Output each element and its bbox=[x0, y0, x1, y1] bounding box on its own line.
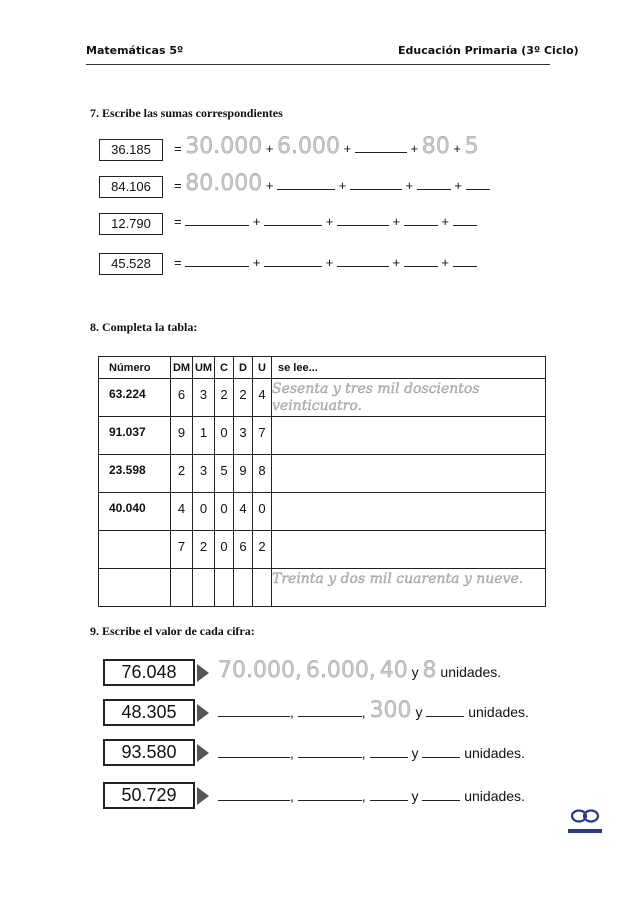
infinity-logo-icon bbox=[568, 808, 602, 833]
arrow-right-icon bbox=[197, 744, 209, 762]
answer-blank[interactable] bbox=[298, 790, 362, 801]
q9-number-box: 48.305 bbox=[103, 699, 195, 726]
answer-blank[interactable] bbox=[350, 179, 402, 190]
answer-blank[interactable] bbox=[264, 215, 322, 226]
header-divider bbox=[86, 64, 550, 65]
dotted-term: 80 bbox=[421, 134, 450, 159]
q9-value-line bbox=[218, 788, 525, 804]
cell-reading[interactable]: Sesenta y tres mil doscientos veinticuatro. bbox=[272, 379, 546, 417]
cell-number: 91.037 bbox=[99, 417, 171, 455]
q9-value-line bbox=[218, 698, 529, 723]
plus-sign: + bbox=[441, 214, 449, 229]
answer-blank[interactable] bbox=[185, 215, 249, 226]
answer-blank[interactable] bbox=[277, 179, 335, 190]
cell-digit: 3 bbox=[193, 379, 215, 417]
answer-blank[interactable] bbox=[218, 747, 290, 758]
table-row bbox=[99, 493, 546, 531]
answer-blank[interactable] bbox=[404, 256, 438, 267]
comma: , bbox=[361, 704, 366, 720]
cell-digit[interactable] bbox=[234, 569, 253, 607]
header-d: D bbox=[234, 357, 253, 379]
cell-reading[interactable] bbox=[272, 531, 546, 569]
answer-blank[interactable] bbox=[466, 179, 490, 190]
word-y: y bbox=[411, 664, 419, 680]
plus-sign: + bbox=[392, 214, 401, 229]
cell-digit: 7 bbox=[253, 417, 272, 455]
q9-number-box: 93.580 bbox=[103, 739, 195, 766]
header-level: Educación Primaria (3º Ciclo) bbox=[398, 44, 579, 57]
plus-sign: + bbox=[405, 178, 414, 193]
answer-blank[interactable] bbox=[370, 790, 408, 801]
infinity-logo-glyph bbox=[568, 808, 602, 824]
header-se-lee: se lee... bbox=[272, 357, 546, 379]
answer-blank[interactable] bbox=[218, 790, 290, 801]
cell-digit: 3 bbox=[193, 455, 215, 493]
header-numero: Número bbox=[99, 357, 171, 379]
cell-digit: 8 bbox=[253, 455, 272, 493]
answer-blank[interactable] bbox=[185, 256, 249, 267]
answer-blank[interactable] bbox=[370, 747, 408, 758]
word-unidades: unidades. bbox=[468, 704, 529, 720]
cell-digit: 1 bbox=[193, 417, 215, 455]
table-row bbox=[99, 455, 546, 493]
q7-number-box: 36.185 bbox=[99, 139, 163, 161]
dotted-term: 6.000 bbox=[305, 658, 369, 683]
cell-digit: 7 bbox=[171, 531, 193, 569]
cell-digit: 2 bbox=[193, 531, 215, 569]
header-dm: DM bbox=[171, 357, 193, 379]
equals-sign: = bbox=[174, 255, 182, 270]
word-y: y bbox=[411, 745, 419, 761]
plus-sign: + bbox=[338, 178, 347, 193]
answer-blank[interactable] bbox=[404, 215, 438, 226]
plus-sign: + bbox=[454, 178, 462, 193]
q7-number-box: 84.106 bbox=[99, 176, 163, 198]
q9-value-line bbox=[218, 658, 501, 683]
answer-blank[interactable] bbox=[298, 706, 362, 717]
plus-sign: + bbox=[325, 214, 334, 229]
cell-number: 23.598 bbox=[99, 455, 171, 493]
dotted-term: 300 bbox=[369, 698, 412, 723]
plus-sign: + bbox=[325, 255, 334, 270]
comma: , bbox=[294, 658, 302, 683]
cell-digit[interactable] bbox=[171, 569, 193, 607]
cell-digit: 0 bbox=[193, 493, 215, 531]
cell-digit[interactable] bbox=[253, 569, 272, 607]
cell-digit: 6 bbox=[171, 379, 193, 417]
q9-value-line bbox=[218, 745, 525, 761]
comma: , bbox=[290, 745, 294, 761]
cell-digit: 2 bbox=[253, 531, 272, 569]
answer-blank[interactable] bbox=[337, 215, 389, 226]
plus-sign: + bbox=[453, 141, 461, 156]
q7-sum-line bbox=[174, 214, 477, 229]
plus-sign: + bbox=[265, 141, 274, 156]
equals-sign: = bbox=[174, 178, 182, 193]
cell-digit: 3 bbox=[234, 417, 253, 455]
dotted-term: 40 bbox=[379, 658, 408, 683]
header-c: C bbox=[215, 357, 234, 379]
answer-blank[interactable] bbox=[453, 215, 477, 226]
plus-sign: + bbox=[441, 255, 449, 270]
comma: , bbox=[290, 788, 294, 804]
q9-number-box: 76.048 bbox=[103, 659, 195, 686]
cell-reading[interactable] bbox=[272, 455, 546, 493]
table-row bbox=[99, 531, 546, 569]
cell-digit: 4 bbox=[253, 379, 272, 417]
answer-blank[interactable] bbox=[218, 706, 290, 717]
dotted-term: 6.000 bbox=[277, 134, 341, 159]
cell-digit: 6 bbox=[234, 531, 253, 569]
word-unidades: unidades. bbox=[440, 664, 502, 680]
cell-number: 40.040 bbox=[99, 493, 171, 531]
cell-digit: 2 bbox=[171, 455, 193, 493]
word-y: y bbox=[411, 788, 419, 804]
plus-sign: + bbox=[343, 141, 352, 156]
cell-digit: 4 bbox=[171, 493, 193, 531]
table-row bbox=[99, 569, 546, 607]
comma: , bbox=[368, 658, 376, 683]
cell-digit: 0 bbox=[215, 417, 234, 455]
q7-sum-line bbox=[174, 171, 490, 196]
word-unidades: unidades. bbox=[464, 788, 525, 804]
q7-title: 7. Escribe las sumas correspondientes bbox=[90, 106, 283, 120]
cell-digit: 2 bbox=[215, 379, 234, 417]
q9-title: 9. Escribe el valor de cada cifra: bbox=[90, 624, 255, 638]
word-y: y bbox=[415, 704, 423, 720]
q7-number-box: 12.790 bbox=[99, 213, 163, 235]
arrow-right-icon bbox=[197, 787, 209, 805]
cell-reading[interactable] bbox=[272, 493, 546, 531]
dotted-term: 70.000 bbox=[218, 658, 295, 683]
cell-digit: 0 bbox=[215, 493, 234, 531]
cell-digit: 0 bbox=[215, 531, 234, 569]
cell-number: 63.224 bbox=[99, 379, 171, 417]
cell-number[interactable] bbox=[99, 531, 171, 569]
q8-title: 8. Completa la tabla: bbox=[90, 320, 198, 334]
q7-sum-line bbox=[174, 255, 477, 270]
plus-sign: + bbox=[252, 255, 261, 270]
header-subject: Matemáticas 5º bbox=[86, 44, 184, 57]
cell-digit[interactable] bbox=[193, 569, 215, 607]
answer-blank[interactable] bbox=[264, 256, 322, 267]
equals-sign: = bbox=[174, 141, 182, 156]
cell-digit: 9 bbox=[171, 417, 193, 455]
answer-blank[interactable] bbox=[298, 747, 362, 758]
q7-number-box: 45.528 bbox=[99, 253, 163, 275]
comma: , bbox=[361, 745, 366, 761]
cell-digit: 2 bbox=[234, 379, 253, 417]
dotted-term: 5 bbox=[464, 134, 479, 159]
arrow-right-icon bbox=[197, 664, 209, 682]
answer-blank[interactable] bbox=[417, 179, 451, 190]
header-um: UM bbox=[193, 357, 215, 379]
cell-digit: 0 bbox=[253, 493, 272, 531]
table-header-row bbox=[99, 357, 546, 379]
cell-reading[interactable] bbox=[272, 417, 546, 455]
q8-table bbox=[98, 356, 546, 607]
dotted-term: 30.000 bbox=[185, 134, 263, 159]
cell-number[interactable] bbox=[99, 569, 171, 607]
header-u: U bbox=[253, 357, 272, 379]
answer-blank[interactable] bbox=[337, 256, 389, 267]
q9-number-box: 50.729 bbox=[103, 782, 195, 809]
answer-blank[interactable] bbox=[453, 256, 477, 267]
cell-digit[interactable] bbox=[215, 569, 234, 607]
cell-digit: 4 bbox=[234, 493, 253, 531]
plus-sign: + bbox=[392, 255, 401, 270]
logo-bar bbox=[568, 829, 602, 833]
cell-digit: 5 bbox=[215, 455, 234, 493]
answer-blank[interactable] bbox=[355, 142, 407, 153]
comma: , bbox=[290, 704, 294, 720]
cell-digit: 9 bbox=[234, 455, 253, 493]
arrow-right-icon bbox=[197, 704, 209, 722]
plus-sign: + bbox=[410, 141, 419, 156]
word-unidades: unidades. bbox=[464, 745, 525, 761]
plus-sign: + bbox=[265, 178, 274, 193]
cell-reading: Treinta y dos mil cuarenta y nueve. bbox=[272, 569, 546, 607]
plus-sign: + bbox=[252, 214, 261, 229]
dotted-term: 8 bbox=[422, 658, 437, 683]
answer-blank[interactable] bbox=[426, 706, 464, 717]
table-row bbox=[99, 417, 546, 455]
table-row bbox=[99, 379, 546, 417]
answer-blank[interactable] bbox=[422, 790, 460, 801]
equals-sign: = bbox=[174, 214, 182, 229]
comma: , bbox=[361, 788, 366, 804]
dotted-term: 80.000 bbox=[185, 171, 263, 196]
answer-blank[interactable] bbox=[422, 747, 460, 758]
q7-sum-line bbox=[174, 134, 479, 159]
